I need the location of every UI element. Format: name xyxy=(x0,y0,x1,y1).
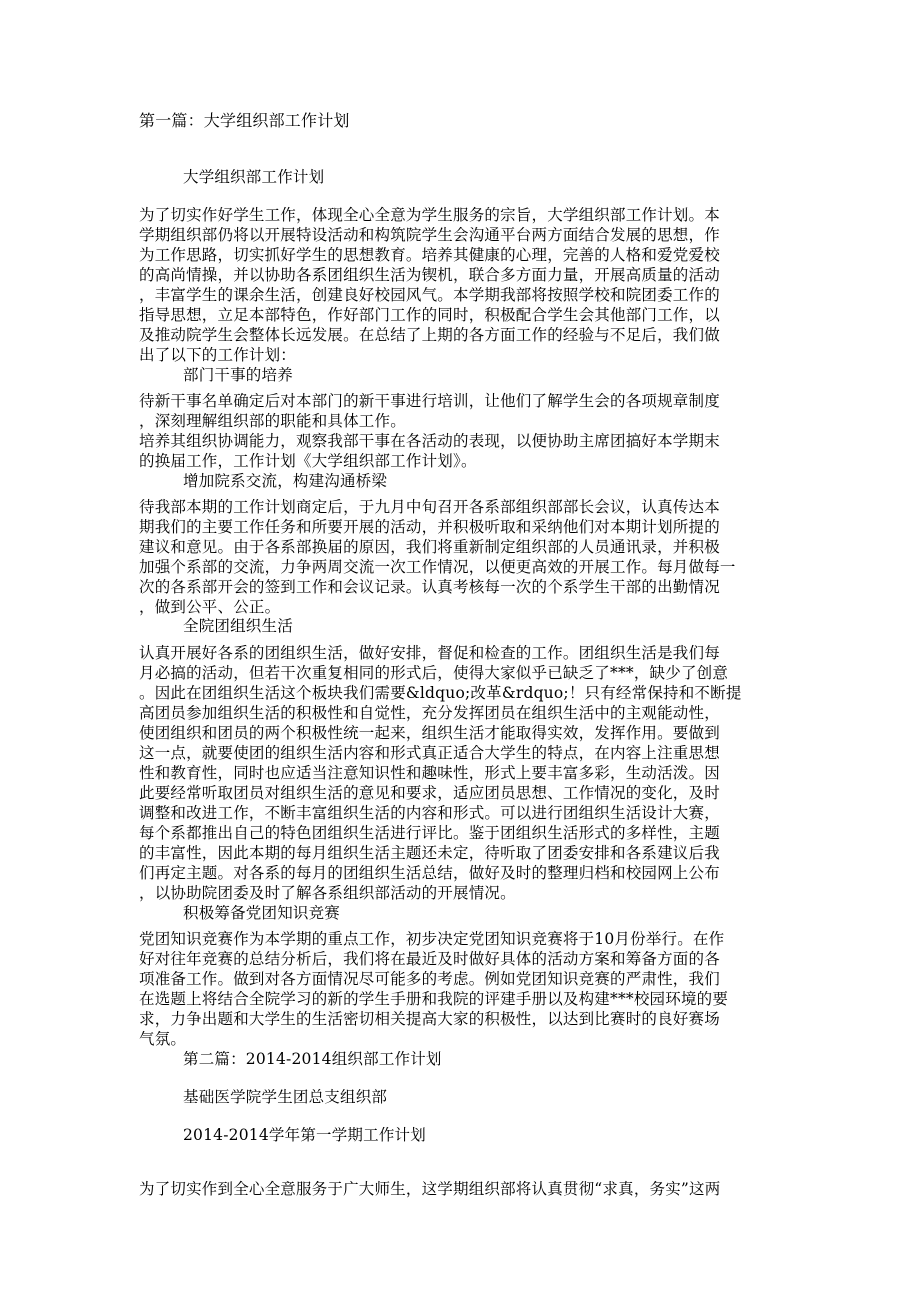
paragraph-line: 使团组织和团员的两个积极性统一起来，组织生活才能取得实效，发挥作用。要做到 xyxy=(139,724,720,742)
paragraph-line: 的换届工作，工作计划《大学组织部工作计划》。 xyxy=(139,452,477,470)
section-heading: 积极筹备党团知识竞赛 xyxy=(183,904,341,922)
paragraph-line: 培养其组织协调能力，观察我部干事在各活动的表现，以便协助主席团搞好本学期末 xyxy=(139,432,720,450)
paragraph-line: 高团员参加组织生活的积极性和自觉性，充分发挥团员在组织生活中的主观能动性， xyxy=(139,704,720,722)
paragraph-line: 气氛。 xyxy=(139,1030,187,1048)
paragraph-line: 次的各系部开会的签到工作和会议记录。认真考核每一次的个系学生干部的出勤情况 xyxy=(139,578,720,596)
paragraph-line: 月必搞的活动，但若干次重复相同的形式后，使得大家似乎已缺乏了***，缺少了创意 xyxy=(139,664,729,682)
paragraph-line: 在选题上将结合全院学习的新的学生手册和我院的评建手册以及构建***校园环境的要 xyxy=(139,990,729,1008)
organization-name: 基础医学院学生团总支组织部 xyxy=(183,1088,388,1106)
section-heading: 部门干事的培养 xyxy=(183,366,293,384)
paragraph-line: 建议和意见。由于各系部换届的原因，我们将重新制定组织部的人员通讯录，并积极 xyxy=(139,538,720,556)
part2-title: 第二篇：2014-2014组织部工作计划 xyxy=(183,1050,442,1068)
part1-title: 第一篇：大学组织部工作计划 xyxy=(139,111,350,130)
paragraph-line: 项准备工作。做到对各方面情况尽可能多的考虑。例如党团知识竞赛的严肃性，我们 xyxy=(139,970,720,988)
paragraph-line: 为了切实作到全心全意服务于广大师生，这学期组织部将认真贯彻“求真，务实”这两 xyxy=(139,1180,721,1198)
paragraph-line: 每个系都推出自己的特色团组织生活进行评比。鉴于团组织生活形式的多样性，主题 xyxy=(139,824,720,842)
paragraph-line: 认真开展好各系的团组织生活，做好安排，督促和检查的工作。团组织生活是我们每 xyxy=(139,644,720,662)
paragraph-line: 这一点，就要使团的组织生活内容和形式真正适合大学生的特点，在内容上注重思想 xyxy=(139,744,720,762)
paragraph-line: 好对往年竞赛的总结分析后，我们将在最近及时做好具体的活动方案和筹备方面的各 xyxy=(139,950,720,968)
paragraph-line: 调整和改进工作，不断丰富组织生活的内容和形式。可以进行团组织生活设计大赛， xyxy=(139,804,720,822)
subtitle: 大学组织部工作计划 xyxy=(183,168,325,186)
paragraph-line: 此要经常听取团员对组织生活的意见和要求，适应团员思想、工作情况的变化，及时 xyxy=(139,784,720,802)
paragraph-line: 为工作思路，切实抓好学生的思想教育。培养其健康的心理，完善的人格和爱党爱校 xyxy=(139,246,720,264)
paragraph-line: 及推动院学生会整体长远发展。在总结了上期的各方面工作的经验与不足后，我们做 xyxy=(139,326,720,344)
paragraph-line: 求，力争出题和大学生的生活密切相关提高大家的积极性，以达到比赛时的良好赛场 xyxy=(139,1010,720,1028)
paragraph-line: 。因此在团组织生活这个板块我们需要&ldquo;改革&rdquo;！只有经常保持和不断提 xyxy=(139,684,742,702)
paragraph-line: 学期组织部仍将以开展特设活动和构筑院学生会沟通平台两方面结合发展的思想，作 xyxy=(139,226,720,244)
plan-title: 2014-2014学年第一学期工作计划 xyxy=(183,1126,426,1144)
paragraph-line: 待新干事名单确定后对本部门的新干事进行培训，让他们了解学生会的各项规章制度 xyxy=(139,392,720,410)
paragraph-line: 待我部本期的工作计划商定后，于九月中旬召开各系部组织部部长会议，认真传达本 xyxy=(139,498,720,516)
paragraph-line: 加强个系部的交流，力争两周交流一次工作情况，以便更高效的开展工作。每月做每一 xyxy=(139,558,736,576)
paragraph-line: 为了切实作好学生工作，体现全心全意为学生服务的宗旨，大学组织部工作计划。本 xyxy=(139,206,720,224)
paragraph-line: ，深刻理解组织部的职能和具体工作。 xyxy=(139,412,406,430)
paragraph-line: 期我们的主要工作任务和所要开展的活动，并积极听取和采纳他们对本期计划所提的 xyxy=(139,518,720,536)
section-heading: 全院团组织生活 xyxy=(183,617,293,635)
paragraph-line: 指导思想，立足本部特色，作好部门工作的同时，积极配合学生会其他部门工作，以 xyxy=(139,306,720,324)
paragraph-line: ，做到公平、公正。 xyxy=(139,598,281,616)
paragraph-line: 们再定主题。对各系的每月的团组织生活总结，做好及时的整理归档和校园网上公布 xyxy=(139,864,720,882)
paragraph-line: 的丰富性，因此本期的每月组织生活主题还未定，待听取了团委安排和各系建议后我 xyxy=(139,844,720,862)
paragraph-line: 性和教育性，同时也应适当注意知识性和趣味性，形式上要丰富多彩，生动活泼。因 xyxy=(139,764,720,782)
paragraph-line: 出了以下的工作计划： xyxy=(139,346,297,364)
paragraph-line: ，以协助院团委及时了解各系组织部活动的开展情况。 xyxy=(139,884,516,902)
paragraph-line: 的高尚情操，并以协助各系团组织生活为锲机，联合多方面力量，开展高质量的活动 xyxy=(139,266,720,284)
paragraph-line: 党团知识竞赛作为本学期的重点工作，初步决定党团知识竞赛将于10月份举行。在作 xyxy=(139,930,725,948)
section-heading: 增加院系交流，构建沟通桥梁 xyxy=(183,472,388,490)
paragraph-line: ，丰富学生的课余生活，创建良好校园风气。本学期我部将按照学校和院团委工作的 xyxy=(139,286,720,304)
